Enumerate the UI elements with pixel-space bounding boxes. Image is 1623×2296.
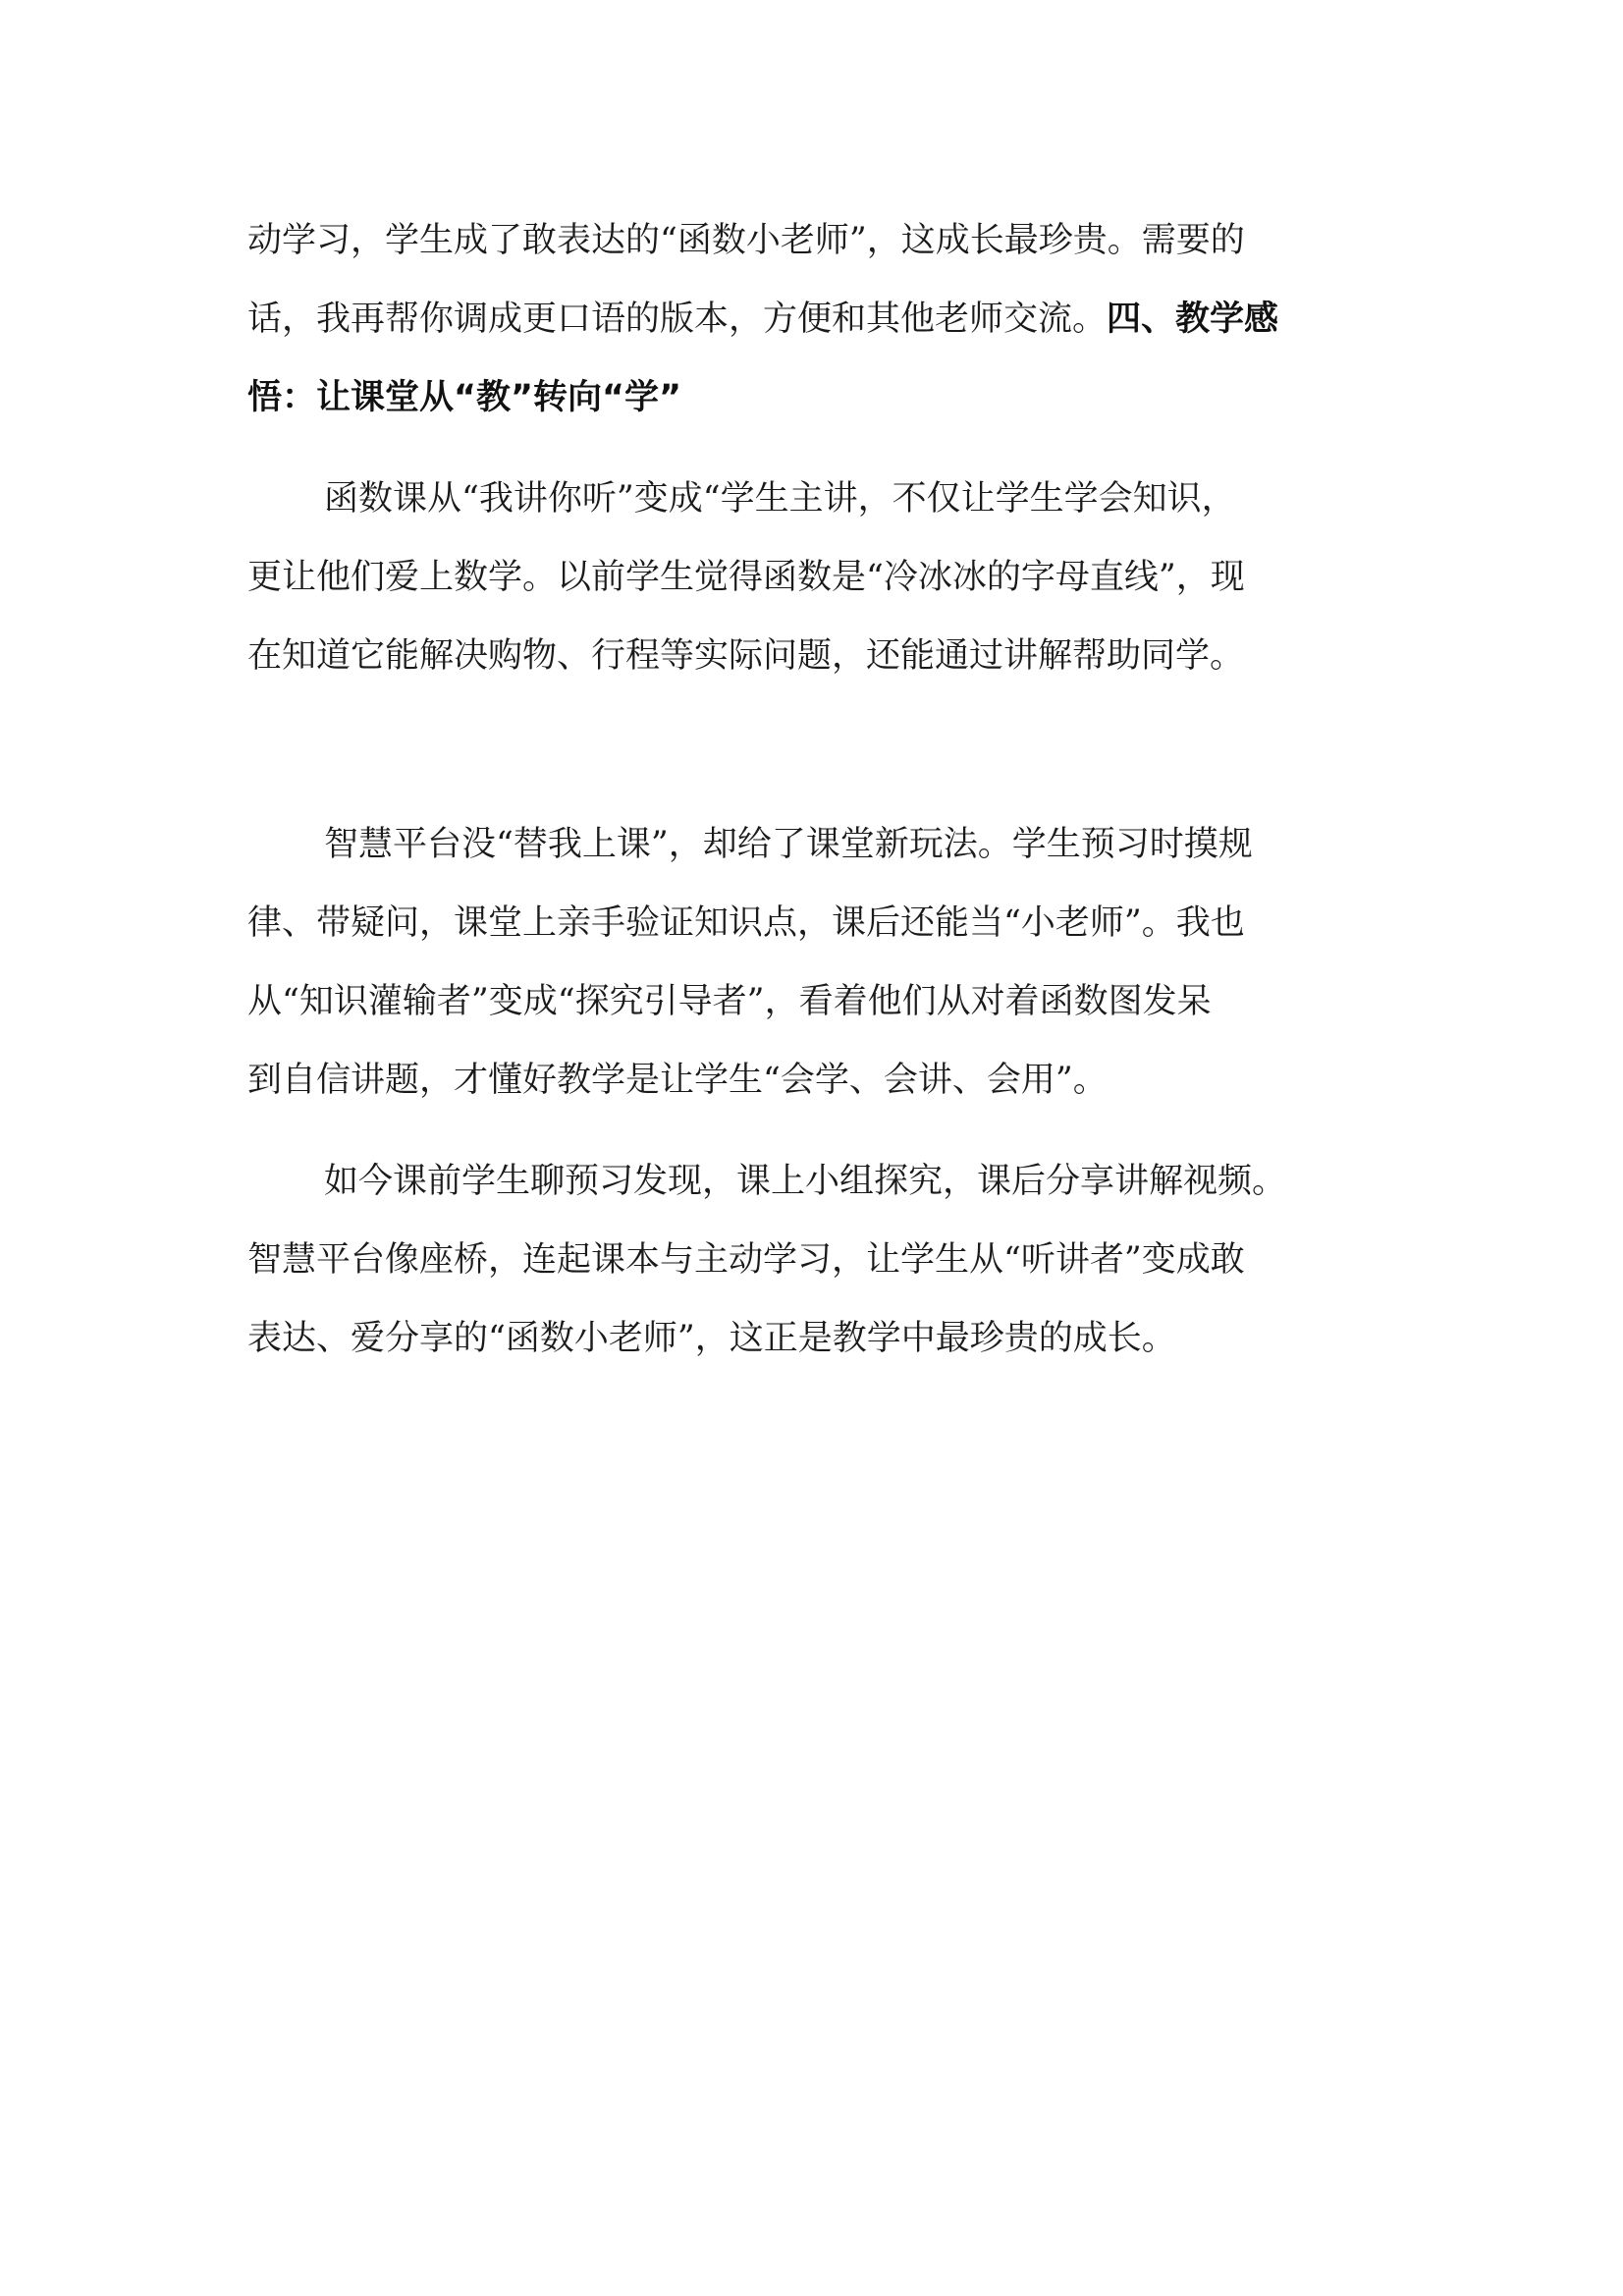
- paragraph-line: 到自信讲题，才懂好教学是让学生“会学、会讲、会用”。: [247, 1061, 1108, 1100]
- paragraph-line: 智慧平台没“替我上课”，却给了课堂新玩法。学生预习时摸规: [324, 825, 1253, 864]
- body-text-segment: 话，我再帮你调成更口语的版本，方便和其他老师交流。: [247, 300, 1108, 339]
- section-heading: 四、教学感: [1107, 300, 1279, 339]
- paragraph-line: 智慧平台像座桥，连起课本与主动学习，让学生从“听讲者”变成敢: [247, 1240, 1245, 1280]
- body-text-line: [247, 300, 1278, 339]
- paragraph-line: 更让他们爱上数学。以前学生觉得函数是“冷冰冰的字母直线”，现: [247, 558, 1245, 597]
- paragraph-line: 如今课前学生聊预习发现，课上小组探究，课后分享讲解视频。: [324, 1162, 1287, 1201]
- section-heading: 悟：让课堂从“教”转向“学”: [247, 378, 682, 417]
- paragraph-line: 在知道它能解决购物、行程等实际问题，还能通过讲解帮助同学。: [247, 636, 1245, 676]
- body-text-line: 动学习，学生成了敢表达的“函数小老师”，这成长最珍贵。需要的: [247, 221, 1245, 260]
- paragraph-line: 表达、爱分享的“函数小老师”，这正是教学中最珍贵的成长。: [247, 1319, 1176, 1358]
- paragraph-line: 从“知识灌输者”变成“探究引导者”，看着他们从对着函数图发呆: [247, 982, 1212, 1021]
- paragraph-line: 律、带疑问，课堂上亲手验证知识点，课后还能当“小老师”。我也: [247, 903, 1245, 943]
- paragraph-line: 函数课从“我讲你听”变成“学生主讲，不仅让学生学会知识，: [324, 479, 1236, 519]
